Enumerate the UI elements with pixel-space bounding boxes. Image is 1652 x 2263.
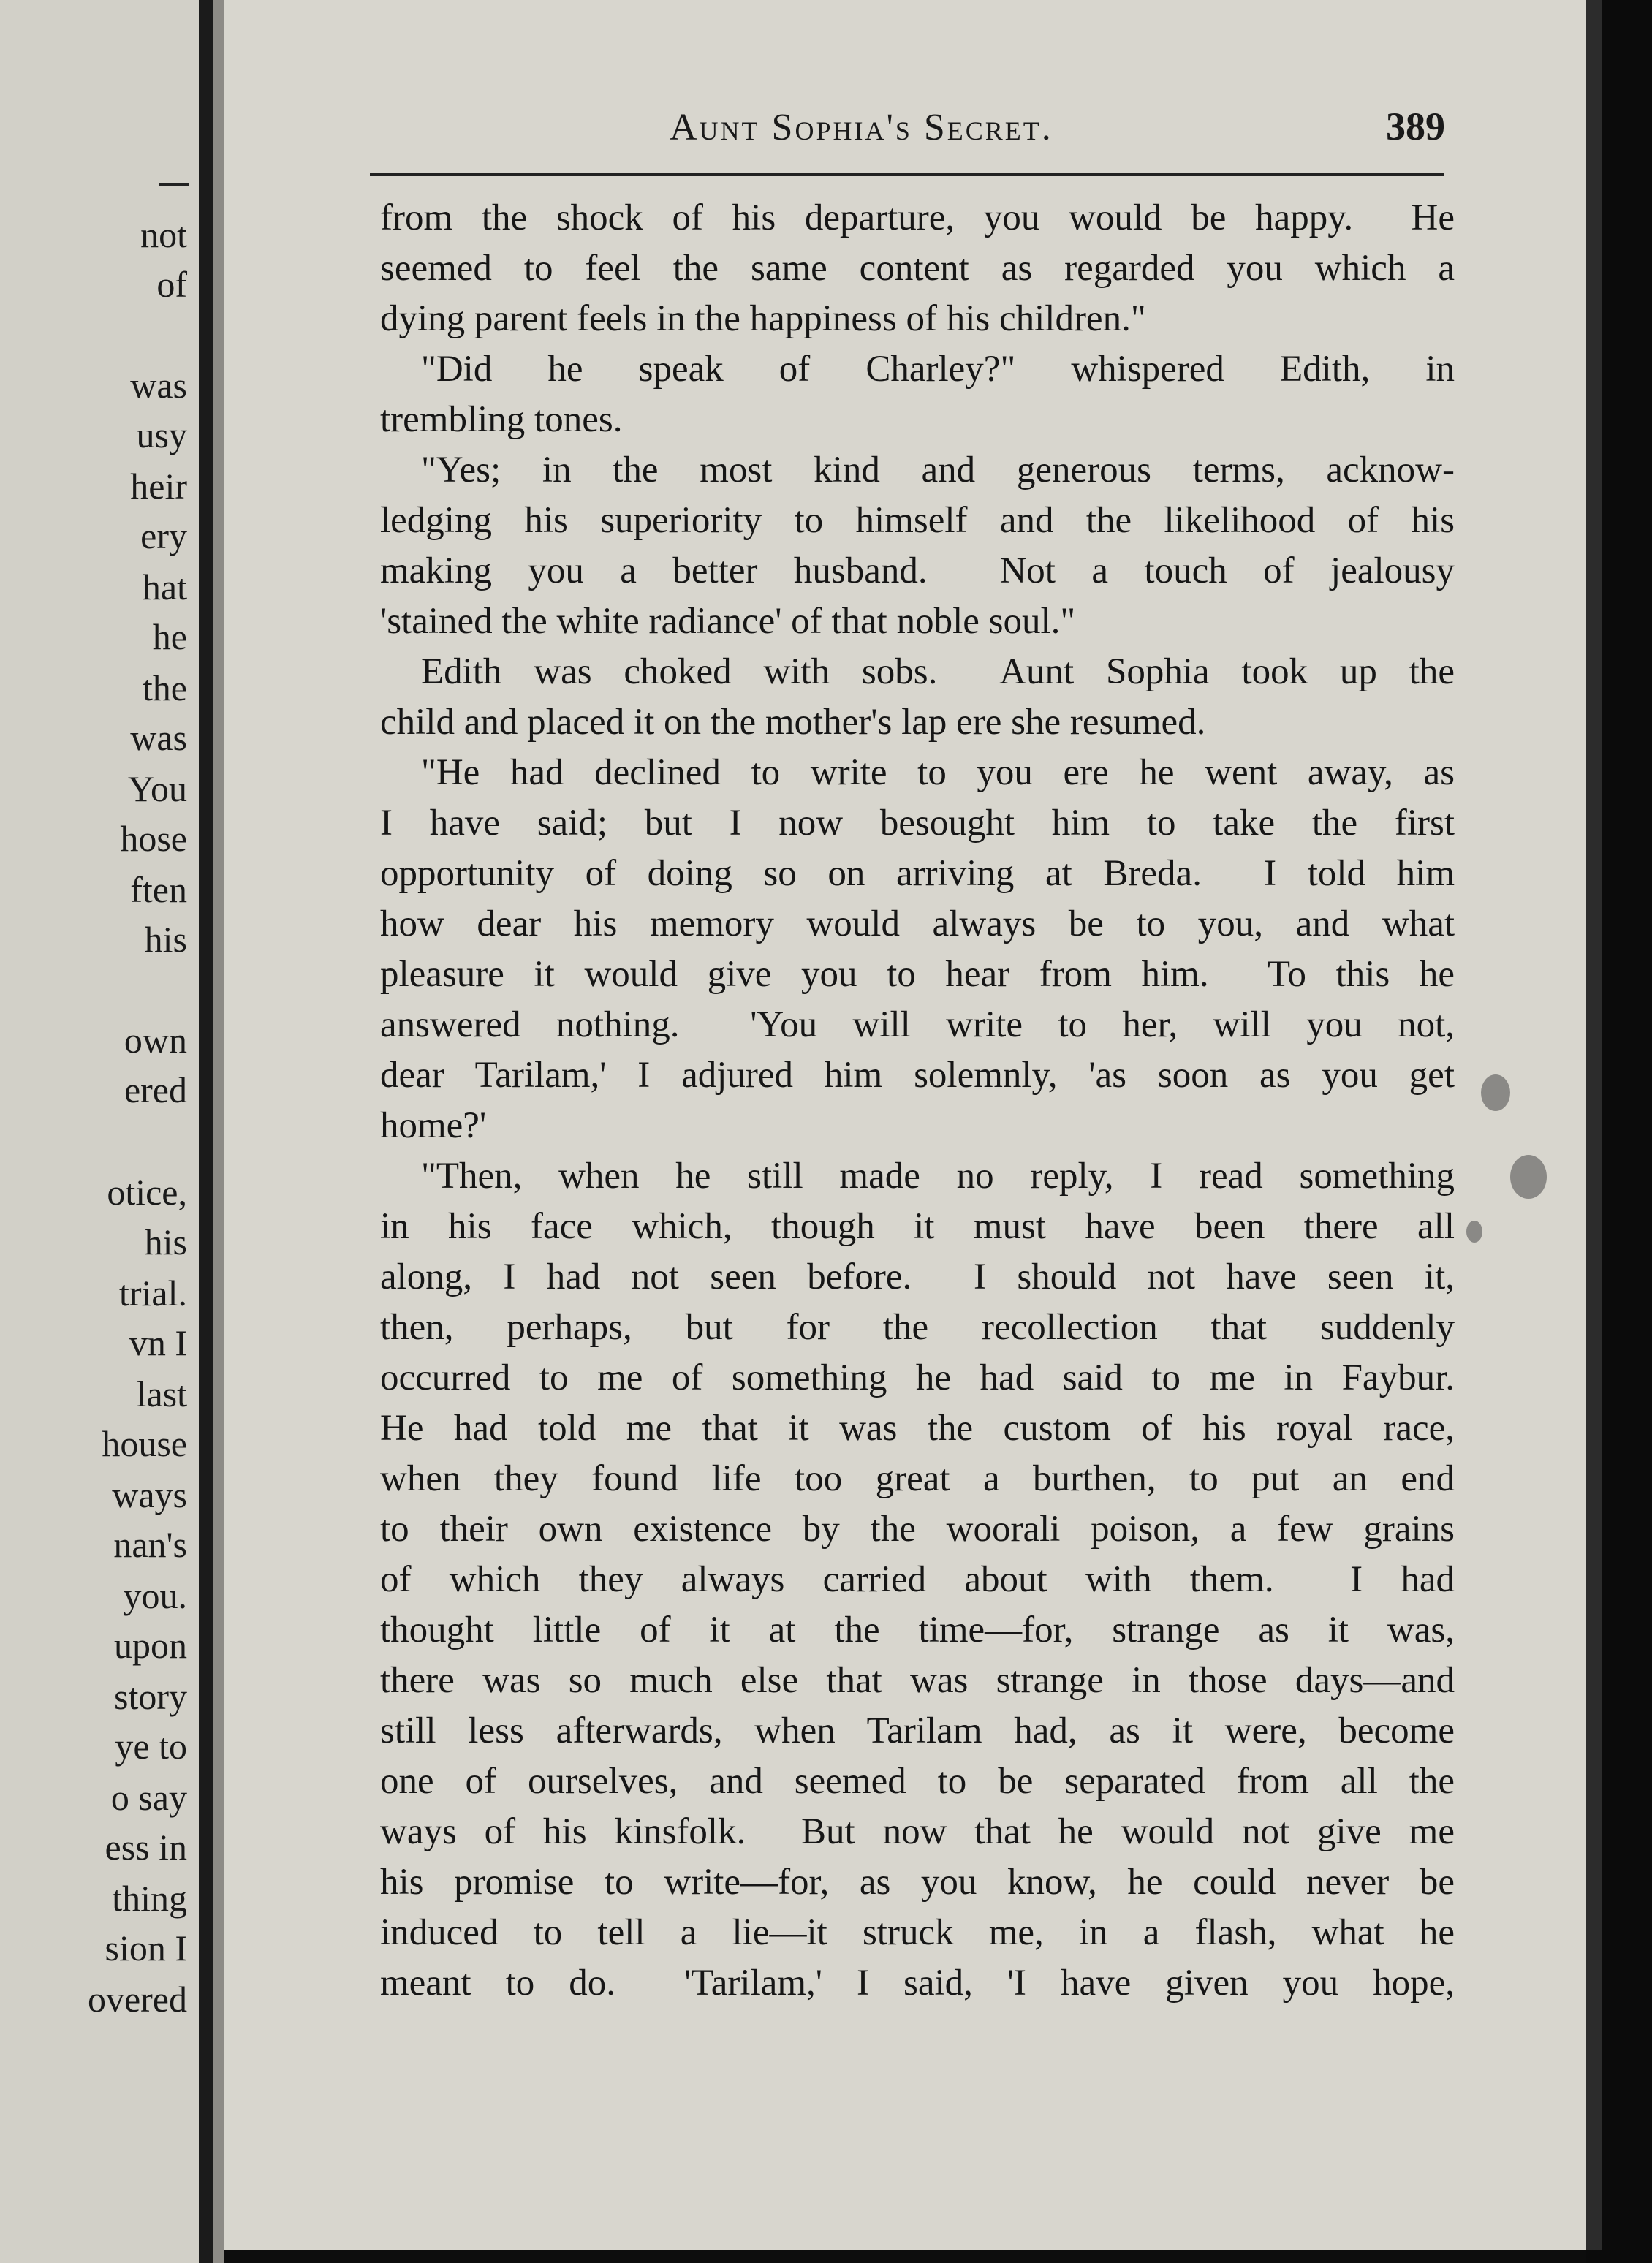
- text-line: to their own existence by the woorali poison, a few grains: [380, 1509, 1455, 1550]
- text-line: pleasure it would give you to hear from him. To this he: [380, 954, 1455, 995]
- facing-page-word: ess in: [105, 1827, 187, 1868]
- text-line: thought little of it at the time—for, strange as it was,: [380, 1610, 1455, 1650]
- facing-page-word: story: [114, 1676, 187, 1717]
- facing-page-word: not: [140, 214, 187, 255]
- text-line: along, I had not seen before. I should not have seen it,: [380, 1256, 1455, 1297]
- facing-page-word: house: [102, 1423, 187, 1464]
- text-line: ledging his superiority to himself and the likelihood of his: [380, 500, 1455, 541]
- text-line: in his face which, though it must have been there all: [380, 1206, 1455, 1247]
- ink-smudge: [1466, 1221, 1482, 1243]
- page-number: 389: [1386, 105, 1445, 148]
- text-line: one of ourselves, and seemed to be separated from all the: [380, 1761, 1455, 1802]
- text-line: how dear his memory would always be to you, and what: [380, 903, 1455, 944]
- text-line: ways of his kinsfolk. But now that he would not give me: [380, 1811, 1455, 1852]
- facing-page-word: heir: [130, 466, 187, 507]
- text-line: 'stained the white radiance' of that noble soul.": [380, 601, 1076, 642]
- facing-page-word: thing: [112, 1878, 187, 1919]
- text-line: Edith was choked with sobs. Aunt Sophia took up the: [421, 651, 1455, 692]
- text-line: of which they always carried about with them. I had: [380, 1559, 1455, 1600]
- facing-page-word: of: [156, 264, 187, 305]
- text-line: "Then, when he still made no reply, I read something: [421, 1156, 1455, 1197]
- facing-page-word: ered: [124, 1069, 187, 1110]
- text-line: meant to do. 'Tarilam,' I said, 'I have given you hope,: [380, 1963, 1455, 2004]
- text-line: answered nothing. 'You will write to her, will you not,: [380, 1004, 1455, 1045]
- text-line: his promise to write—for, as you know, he could never be: [380, 1862, 1455, 1903]
- text-line: still less afterwards, when Tarilam had, as it were, become: [380, 1710, 1455, 1751]
- text-line: there was so much else that was strange in those days—and: [380, 1660, 1455, 1701]
- text-line: home?': [380, 1105, 487, 1146]
- text-line: "Yes; in the most kind and generous terms, acknow-: [421, 450, 1455, 490]
- page-edge-shadow: [1586, 0, 1602, 2250]
- facing-page-text: [0, 0, 199, 2263]
- facing-page-word: the: [142, 667, 187, 708]
- text-line: He had told me that it was the custom of his royal race,: [380, 1408, 1455, 1449]
- facing-page-rule: [159, 183, 189, 186]
- running-title: Aunt Sophia's Secret.: [670, 107, 1053, 148]
- facing-page-word: last: [136, 1373, 187, 1414]
- book-page: [224, 0, 1586, 2250]
- text-line: opportunity of doing so on arriving at Breda. I told him: [380, 853, 1455, 894]
- text-line: then, perhaps, but for the recollection that suddenly: [380, 1307, 1455, 1348]
- facing-page-word: usy: [136, 414, 187, 455]
- facing-page-word: upon: [114, 1625, 187, 1666]
- facing-page-word: nan's: [113, 1524, 187, 1565]
- text-line: dying parent feels in the happiness of his children.": [380, 298, 1146, 339]
- text-line: I have said; but I now besought him to take the first: [380, 803, 1455, 844]
- facing-page-word: ery: [140, 515, 187, 556]
- facing-page-word: you.: [123, 1575, 187, 1616]
- facing-page-word: ways: [112, 1474, 187, 1515]
- text-line: child and placed it on the mother's lap ere she resumed.: [380, 702, 1206, 743]
- text-line: from the shock of his departure, you would be happy. He: [380, 197, 1455, 238]
- facing-page-word: sion I: [105, 1927, 187, 1968]
- ink-smudge: [1510, 1155, 1547, 1199]
- facing-page-word: was: [130, 717, 187, 758]
- facing-page-word: his: [144, 919, 187, 960]
- facing-page-word: You: [127, 768, 187, 809]
- facing-page-word: own: [124, 1020, 187, 1061]
- facing-page-word: hose: [120, 818, 187, 859]
- facing-page-word: was: [130, 365, 187, 406]
- book-gutter: [199, 0, 213, 2263]
- text-line: seemed to feel the same content as regarded you which a: [380, 248, 1455, 289]
- gutter-shadow: [213, 0, 224, 2263]
- facing-page-word: o say: [110, 1777, 187, 1818]
- text-line: induced to tell a lie—it struck me, in a flash, what he: [380, 1912, 1455, 1953]
- facing-page-word: hat: [142, 566, 187, 607]
- facing-page-word: overed: [87, 1979, 187, 2020]
- facing-page-word: he: [152, 616, 187, 657]
- text-line: occurred to me of something he had said to me in Faybur.: [380, 1357, 1455, 1398]
- page-body: [224, 0, 1586, 2250]
- text-line: "Did he speak of Charley?" whispered Edith, in: [421, 349, 1455, 390]
- facing-page-word: trial.: [118, 1273, 187, 1314]
- facing-page-word: vn I: [129, 1322, 187, 1363]
- facing-page-word: otice,: [107, 1172, 187, 1213]
- text-line: "He had declined to write to you ere he went away, as: [421, 752, 1455, 793]
- ink-smudge: [1481, 1074, 1510, 1111]
- facing-page-word: ften: [130, 869, 187, 910]
- facing-page-edge: [0, 0, 199, 2263]
- text-line: when they found life too great a burthen, to put an end: [380, 1458, 1455, 1499]
- text-line: making you a better husband. Not a touch of jealousy: [380, 550, 1455, 591]
- text-line: trembling tones.: [380, 399, 623, 440]
- text-line: dear Tarilam,' I adjured him solemnly, 'as soon as you get: [380, 1055, 1455, 1096]
- facing-page-word: his: [144, 1221, 187, 1262]
- facing-page-word: ye to: [115, 1726, 187, 1767]
